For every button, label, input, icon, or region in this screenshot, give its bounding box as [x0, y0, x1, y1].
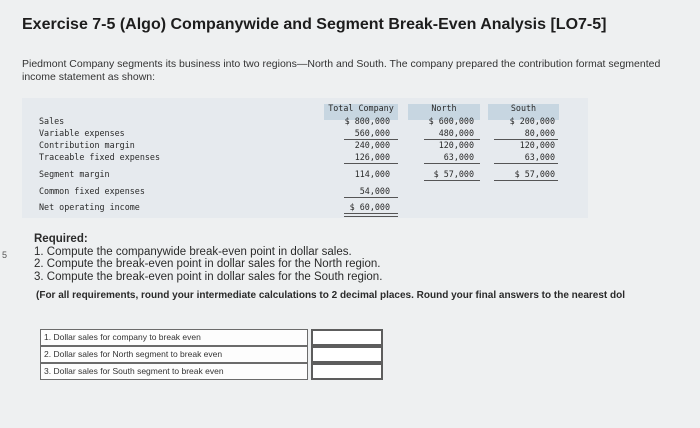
answer-input-south[interactable]: [311, 363, 383, 380]
rule-south-traceable: [494, 163, 558, 164]
cell-south-segment: $ 57,000: [514, 169, 555, 179]
answer-input-company[interactable]: [311, 329, 383, 346]
cell-total-segment: 114,000: [354, 169, 390, 179]
income-statement: [22, 98, 588, 218]
row-label-variable-expenses: Variable expenses: [39, 128, 125, 138]
cell-total-sales: $ 800,000: [344, 116, 390, 126]
cell-south-sales: $ 200,000: [509, 116, 555, 126]
cell-south-traceable: 63,000: [524, 152, 555, 162]
cell-north-segment: $ 57,000: [433, 169, 474, 179]
rule-north-traceable: [424, 163, 480, 164]
row-label-traceable-fixed: Traceable fixed expenses: [39, 152, 161, 162]
answer-label-company: 1. Dollar sales for company to break even: [40, 329, 308, 346]
cell-north-sales: $ 600,000: [428, 116, 474, 126]
rule-south-segment-1: [494, 180, 558, 181]
col-header-south: South: [510, 103, 537, 113]
required-item-1: 1. Compute the companywide break-even point in dollar sales.: [34, 245, 352, 258]
cell-total-traceable: 126,000: [354, 152, 390, 162]
answer-label-south: 3. Dollar sales for South segment to break even: [40, 363, 308, 380]
row-label-net-operating-income: Net operating income: [39, 202, 140, 212]
cell-total-variable: 560,000: [354, 128, 390, 138]
row-label-sales: Sales: [39, 116, 65, 126]
cell-south-contribution: 120,000: [519, 140, 555, 150]
col-header-north: North: [431, 103, 457, 113]
required-item-2: 2. Compute the break-even point in dollar sales for the North region.: [34, 258, 381, 270]
cell-north-variable: 480,000: [438, 128, 474, 138]
rule-total-common: [344, 197, 398, 198]
rounding-note: (For all requirements, round your intermediate calculations to 2 decimal places. Round your final answers to the nearest dol: [36, 290, 626, 301]
rule-total-noi-2: [344, 216, 398, 217]
required-section: [34, 233, 382, 283]
rule-north-variable: [424, 139, 480, 140]
exercise-title: Exercise 7-5 (Algo) Companywide and Segment Break-Even Analysis [LO7-5]: [22, 16, 607, 33]
cell-south-variable: 80,000: [524, 128, 555, 138]
cell-north-traceable: 63,000: [443, 152, 474, 162]
rule-south-variable: [494, 139, 558, 140]
answer-input-north[interactable]: [311, 346, 383, 363]
cell-total-noi: $ 60,000: [349, 202, 390, 212]
cell-total-contribution: 240,000: [354, 140, 390, 150]
edge-marker: 5: [2, 250, 8, 260]
answer-label-north: 2. Dollar sales for North segment to break even: [40, 346, 308, 363]
rule-total-noi-1: [344, 213, 398, 214]
required-item-3: 3. Compute the break-even point in dollar sales for the South region.: [34, 270, 383, 283]
row-label-segment-margin: Segment margin: [39, 169, 110, 179]
rule-total-variable: [344, 139, 398, 140]
row-label-contribution-margin: Contribution margin: [39, 140, 135, 150]
required-heading: Required:: [34, 233, 88, 245]
cell-north-contribution: 120,000: [438, 140, 474, 150]
rule-north-segment-1: [424, 180, 480, 181]
row-label-common-fixed: Common fixed expenses: [39, 186, 145, 196]
intro-text: Piedmont Company segments its business into two regions—North and South. The company prepared the contribution format segmented income statement as shown:: [22, 58, 661, 83]
col-header-total: Total Company: [328, 103, 394, 113]
rule-total-traceable: [344, 163, 398, 164]
cell-total-common: 54,000: [359, 186, 390, 196]
